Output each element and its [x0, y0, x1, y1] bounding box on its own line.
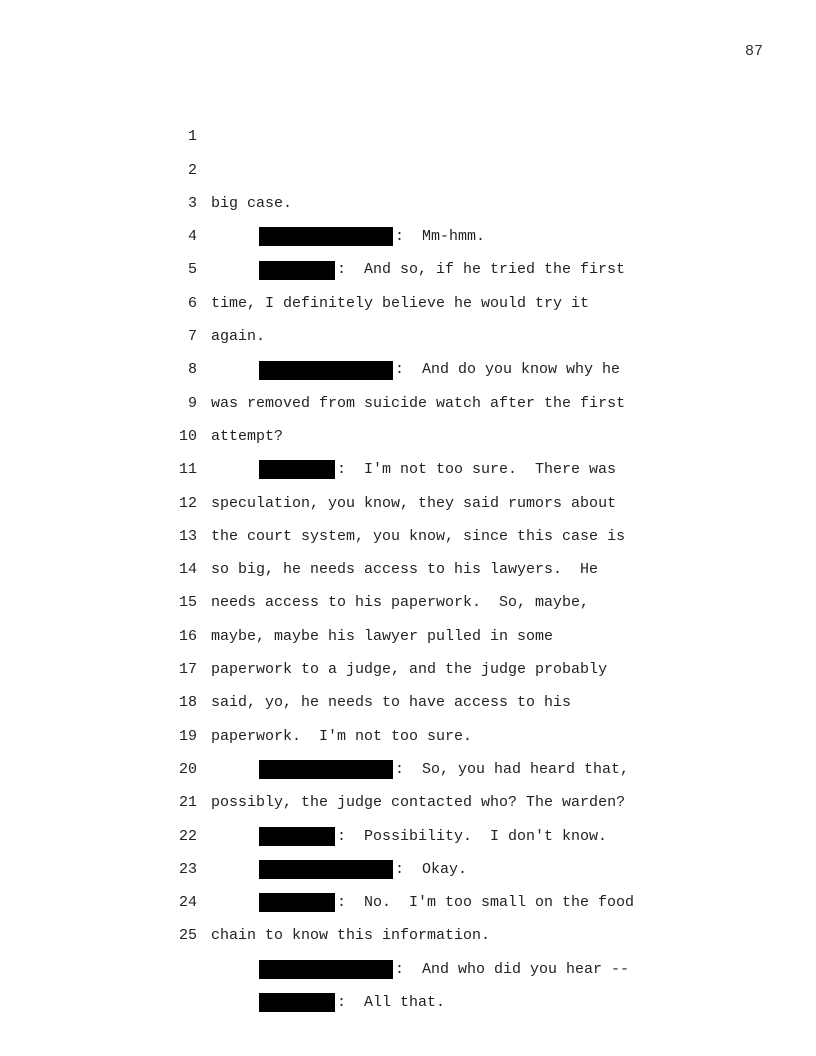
line-text: chain to know this information. — [211, 927, 491, 945]
page-number: 87 — [744, 43, 763, 60]
speaker-line — [259, 953, 629, 986]
line-text: so big, he needs access to his lawyers. He — [211, 561, 599, 579]
line-number: 16 — [178, 627, 197, 645]
line-number: 25 — [178, 927, 197, 945]
line-text: possibly, the judge contacted who? The warden? — [211, 794, 626, 812]
line-text: time, I definitely believe he would try it — [211, 294, 590, 312]
transcript-body — [0, 87, 816, 1012]
line-text: : I'm not too sure. There was — [337, 461, 617, 479]
line-number: 24 — [178, 894, 197, 912]
line-number: 15 — [178, 594, 197, 612]
line-number: 1 — [187, 128, 197, 146]
line-text: speculation, you know, they said rumors about — [211, 494, 617, 512]
transcript-line — [0, 87, 816, 212]
line-number: 10 — [178, 427, 197, 445]
speaker-line — [259, 986, 445, 1019]
line-number: 14 — [178, 561, 197, 579]
line-number: 23 — [178, 860, 197, 878]
line-text: maybe, maybe his lawyer pulled in some — [211, 627, 554, 645]
line-text: : And who did you hear -- — [395, 960, 630, 978]
line-number: 17 — [178, 661, 197, 679]
line-text: : So, you had heard that, — [395, 760, 630, 778]
line-number: 6 — [187, 294, 197, 312]
line-text: : And do you know why he — [395, 361, 621, 379]
line-text: attempt? — [211, 427, 284, 445]
line-number: 9 — [187, 394, 197, 412]
line-number: 20 — [178, 760, 197, 778]
line-text: was removed from suicide watch after the first — [211, 394, 626, 412]
line-text: : Mm-hmm. — [395, 228, 486, 246]
redaction-bar — [259, 993, 335, 1012]
line-number: 12 — [178, 494, 197, 512]
line-number: 13 — [178, 527, 197, 545]
line-number: 21 — [178, 794, 197, 812]
line-number: 8 — [187, 361, 197, 379]
line-text: paperwork. I'm not too sure. — [211, 727, 473, 745]
line-text: paperwork to a judge, and the judge probably — [211, 661, 608, 679]
line-number: 2 — [187, 161, 197, 179]
redaction-bar — [259, 960, 393, 979]
line-number: 5 — [187, 261, 197, 279]
line-number: 3 — [187, 194, 197, 212]
line-text: : Okay. — [395, 860, 468, 878]
line-number: 19 — [178, 727, 197, 745]
line-text: needs access to his paperwork. So, maybe, — [211, 594, 590, 612]
line-number: 18 — [178, 694, 197, 712]
line-text: : All that. — [337, 994, 446, 1012]
line-text: said, yo, he needs to have access to his — [211, 694, 572, 712]
line-text: the court system, you know, since this case is — [211, 527, 626, 545]
line-text: big case. — [211, 194, 293, 212]
line-number: 22 — [178, 827, 197, 845]
line-text: again. — [211, 328, 266, 346]
line-number: 7 — [187, 328, 197, 346]
line-number: 4 — [187, 228, 197, 246]
line-text: : Possibility. I don't know. — [337, 827, 608, 845]
line-text: : And so, if he tried the first — [337, 261, 626, 279]
line-text: : No. I'm too small on the food — [337, 894, 635, 912]
line-number: 11 — [178, 461, 197, 479]
